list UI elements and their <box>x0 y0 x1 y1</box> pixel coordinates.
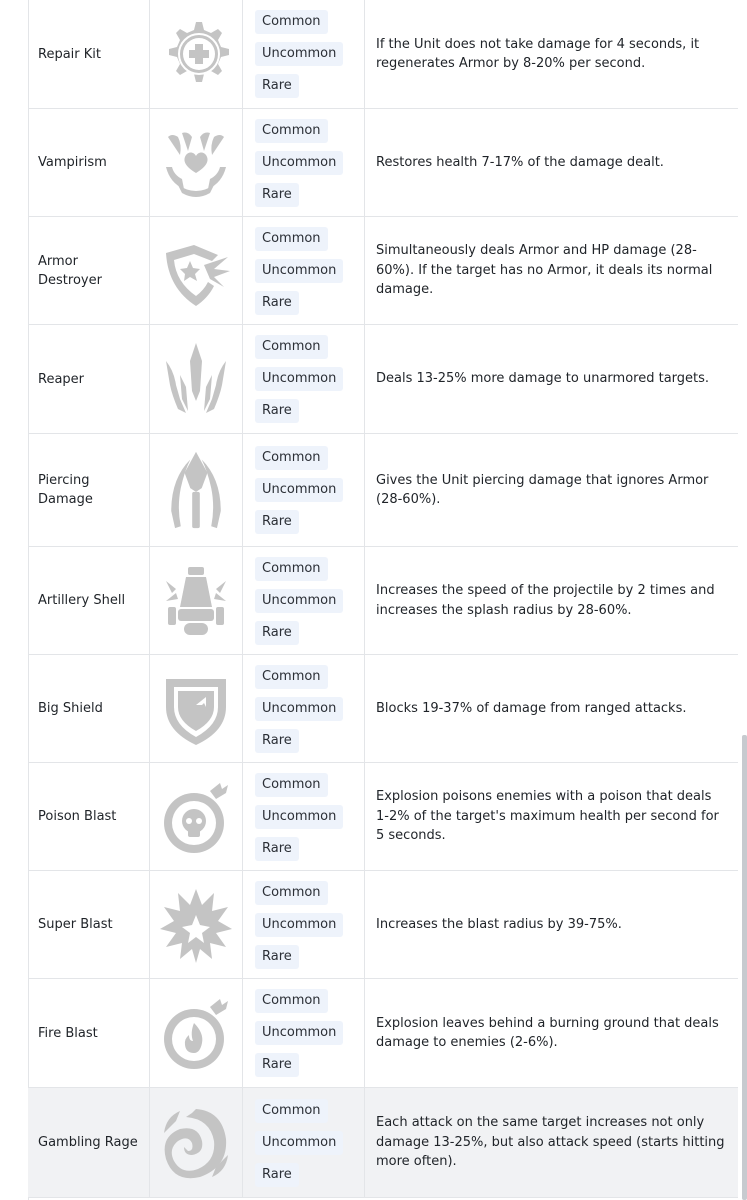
rarity-rare-tag: Rare <box>255 621 299 645</box>
ability-description: Explosion poisons enemies with a poison that deals 1-2% of the target's maximum health per second for 5 seconds. <box>376 789 719 844</box>
table-row <box>28 979 738 1088</box>
ability-description: Simultaneously deals Armor and HP damage (28-60%). If the target has no Armor, it deals its normal damage. <box>376 243 713 298</box>
rarity-uncommon-tag: Uncommon <box>255 478 343 502</box>
shield-arrow-icon <box>150 655 243 762</box>
ability-description: Gives the Unit piercing damage that ignores Armor (28-60%). <box>376 472 709 507</box>
rarity-rare-tag: Rare <box>255 74 299 98</box>
rarity-rare-tag: Rare <box>255 510 299 534</box>
rarity-uncommon-tag: Uncommon <box>255 259 343 283</box>
ability-description: Blocks 19-37% of damage from ranged attacks. <box>376 700 687 716</box>
ability-name: Fire Blast <box>28 979 150 1087</box>
spear-tip-icon <box>150 434 243 546</box>
explosion-burst-icon <box>150 871 243 978</box>
table-row <box>28 547 738 655</box>
rarity-rare-tag: Rare <box>255 1163 299 1187</box>
ability-name: Super Blast <box>28 871 150 978</box>
table-row <box>28 871 738 979</box>
rarity-rare-tag: Rare <box>255 399 299 423</box>
rarity-list <box>243 547 365 654</box>
rarity-list <box>243 109 365 216</box>
rarity-rare-tag: Rare <box>255 945 299 969</box>
fire-bomb-icon <box>150 979 243 1087</box>
gear-medical-cross-icon <box>150 0 243 108</box>
rarity-uncommon-tag: Uncommon <box>255 913 343 937</box>
cannon-shell-icon <box>150 547 243 654</box>
rarity-list <box>243 1088 365 1197</box>
rarity-list <box>243 0 365 108</box>
table-row <box>28 1088 738 1198</box>
rarity-uncommon-tag: Uncommon <box>255 42 343 66</box>
rarity-common-tag: Common <box>255 557 328 581</box>
ability-name: Big Shield <box>28 655 150 762</box>
rarity-uncommon-tag: Uncommon <box>255 151 343 175</box>
table-row <box>28 109 738 217</box>
table-row <box>28 217 738 325</box>
ability-description: Restores health 7-17% of the damage dealt. <box>376 154 664 170</box>
rarity-common-tag: Common <box>255 446 328 470</box>
ability-name: Armor Destroyer <box>28 217 150 324</box>
ability-name: Reaper <box>28 325 150 433</box>
ability-name: Vampirism <box>28 109 150 216</box>
rarity-common-tag: Common <box>255 335 328 359</box>
spiked-claws-icon <box>150 325 243 433</box>
rarity-rare-tag: Rare <box>255 291 299 315</box>
rarity-common-tag: Common <box>255 665 328 689</box>
ability-description: Increases the speed of the projectile by 2 times and increases the splash radius by 28-60%. <box>376 583 715 618</box>
rarity-list <box>243 434 365 546</box>
table-row <box>28 763 738 871</box>
rarity-rare-tag: Rare <box>255 729 299 753</box>
rarity-uncommon-tag: Uncommon <box>255 805 343 829</box>
rarity-rare-tag: Rare <box>255 1053 299 1077</box>
ability-name: Artillery Shell <box>28 547 150 654</box>
rarity-list <box>243 217 365 324</box>
rarity-common-tag: Common <box>255 227 328 251</box>
skull-bomb-icon <box>150 763 243 870</box>
ability-name: Piercing Damage <box>28 434 150 546</box>
rarity-uncommon-tag: Uncommon <box>255 367 343 391</box>
rarity-list <box>243 979 365 1087</box>
rarity-common-tag: Common <box>255 989 328 1013</box>
table-row <box>28 434 738 547</box>
table-row <box>28 325 738 434</box>
ability-name: Repair Kit <box>28 0 150 108</box>
ability-name: Gambling Rage <box>28 1088 150 1197</box>
broken-shield-star-icon <box>150 217 243 324</box>
table-row <box>28 0 738 109</box>
rarity-rare-tag: Rare <box>255 183 299 207</box>
fanged-mouth-heart-icon <box>150 109 243 216</box>
ability-description: Each attack on the same target increases not only damage 13-25%, but also attack speed (starts hitting more often). <box>376 1115 725 1170</box>
rarity-uncommon-tag: Uncommon <box>255 697 343 721</box>
vertical-scrollbar[interactable] <box>742 735 747 1200</box>
rarity-common-tag: Common <box>255 773 328 797</box>
rarity-common-tag: Common <box>255 10 328 34</box>
rarity-list <box>243 325 365 433</box>
rarity-rare-tag: Rare <box>255 837 299 861</box>
spiral-swirl-icon <box>150 1088 243 1197</box>
ability-description: Deals 13-25% more damage to unarmored targets. <box>376 371 710 387</box>
ability-description: Explosion leaves behind a burning ground that deals damage to enemies (2-6%). <box>376 1015 719 1050</box>
rarity-list <box>243 871 365 978</box>
rarity-uncommon-tag: Uncommon <box>255 1131 343 1155</box>
table-row <box>28 655 738 763</box>
rarity-common-tag: Common <box>255 1099 328 1123</box>
rarity-uncommon-tag: Uncommon <box>255 589 343 613</box>
rarity-list <box>243 763 365 870</box>
ability-description: Increases the blast radius by 39-75%. <box>376 916 622 932</box>
ability-description: If the Unit does not take damage for 4 seconds, it regenerates Armor by 8-20% per second. <box>376 36 700 71</box>
rarity-common-tag: Common <box>255 881 328 905</box>
rarity-uncommon-tag: Uncommon <box>255 1021 343 1045</box>
rarity-list <box>243 655 365 762</box>
ability-name: Poison Blast <box>28 763 150 870</box>
rarity-common-tag: Common <box>255 119 328 143</box>
